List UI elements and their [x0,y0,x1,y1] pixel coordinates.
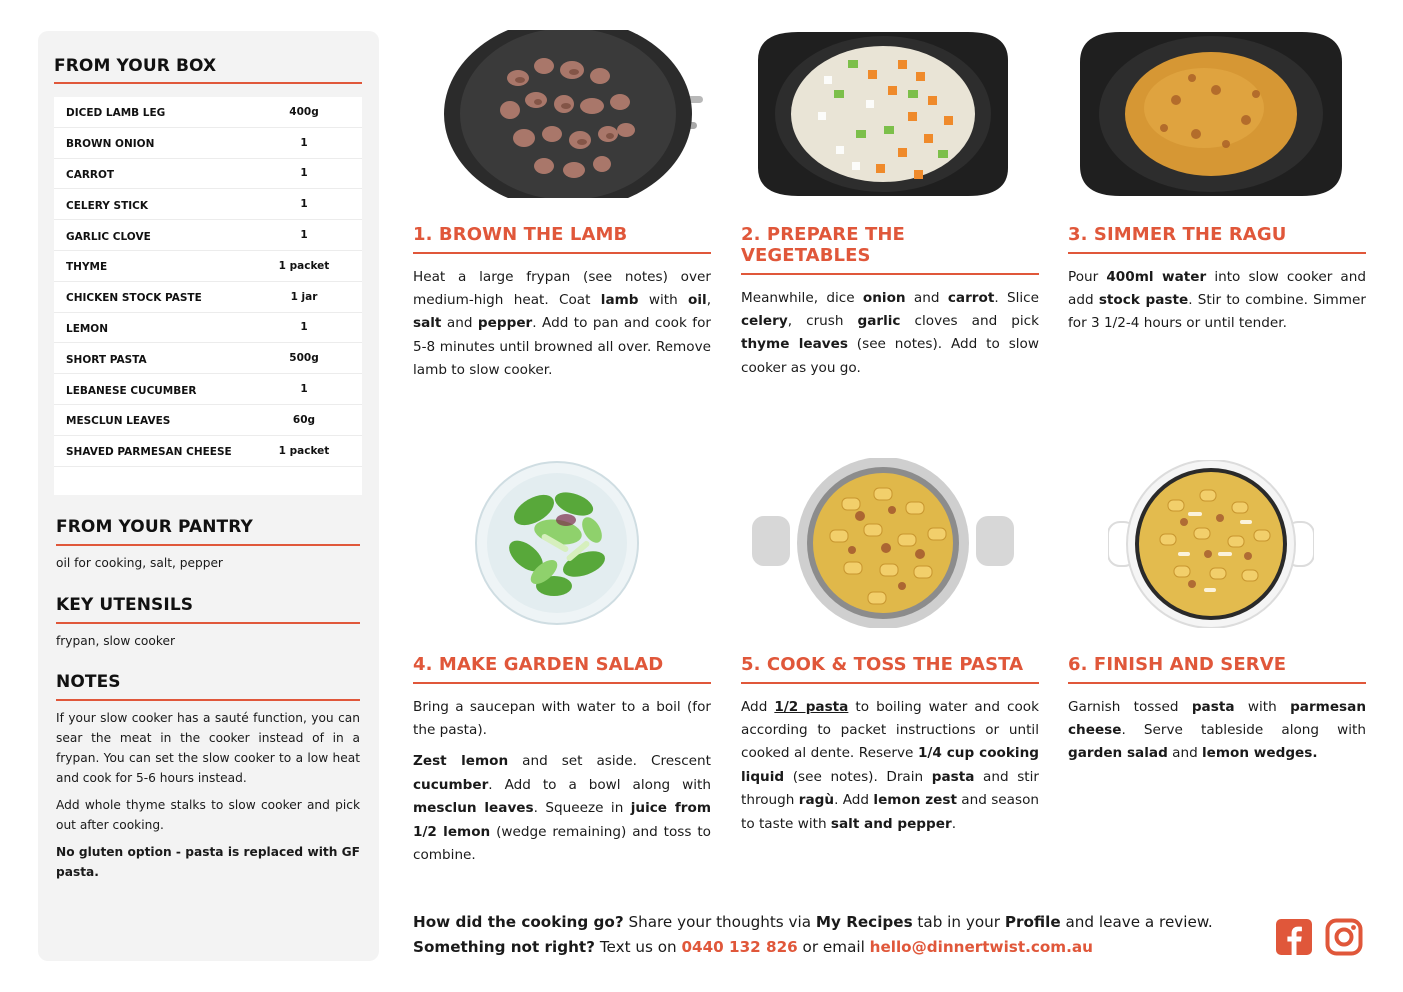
profile-link[interactable]: Profile [1004,913,1061,931]
notes-section [56,672,360,882]
ingredient-row [54,251,362,282]
garden-salad-bowl-image [474,460,640,626]
step-instructions: Garnish tossed pasta with parmesan cheese. Serve tableside along with garden salad and lemon wedges. [1068,698,1366,762]
ingredient-name: LEBANESE CUCUMBER [66,384,197,397]
utensils-section [56,595,360,651]
review-line: How did the cooking go? Share your thoughts via My Recipes tab in your Profile and leave a review. [413,913,1213,931]
ingredient-qty: 1 [300,167,308,180]
step-instructions: Meanwhile, dice onion and carrot. Slice celery, crush garlic cloves and pick thyme leaves (see notes). Add to slow cooker as you go. [741,289,1039,376]
utensils-text: frypan, slow cooker [56,633,175,648]
ingredient-name: GARLIC CLOVE [66,230,151,243]
ingredient-row [54,159,362,190]
step-4 [413,654,711,867]
step-5 [741,654,1039,836]
frypan-lamb-image [440,30,710,198]
ingredient-name: CELERY STICK [66,199,148,212]
slow-cooker-vegetables-image [748,30,1018,198]
step-title: 5. COOK & TOSS THE PASTA [741,654,1024,675]
pasta-pot-image [752,458,1014,628]
step-instructions: Pour 400ml water into slow cooker and add stock paste. Stir to combine. Simmer for 3 1/2-4 hours or until tender. [1068,268,1366,332]
step-divider [741,273,1039,275]
facebook-icon[interactable] [1275,918,1313,956]
phone-link[interactable]: 0440 132 826 [681,938,798,956]
ingredient-qty: 400g [289,105,319,118]
step-divider [413,252,711,254]
contact-line: Something not right? Text us on 0440 132 826 or email hello@dinnertwist.com.au [413,938,1093,956]
ingredient-qty: 1 [300,383,308,396]
ingredient-row [54,436,362,467]
notes-paragraph: If your slow cooker has a sauté function, you can sear the meat in the cooker instead of in a frypan. You can set the slow cooker to a low heat and cook for 5-6 hours instead. [56,710,360,785]
ingredient-qty: 500g [289,352,319,365]
heading-divider [56,699,360,701]
step-title: 2. PREPARE THE VEGETABLES [741,224,905,266]
step-divider [1068,252,1366,254]
heading-divider [56,622,360,624]
ingredient-row [54,189,362,220]
step-title: 3. SIMMER THE RAGU [1068,224,1287,245]
ingredient-name: DICED LAMB LEG [66,107,166,120]
ingredient-row [54,405,362,436]
ingredient-name: THYME [66,261,108,274]
my-recipes-link[interactable]: My Recipes [815,913,913,931]
key-utensils-heading: KEY UTENSILS [56,595,194,615]
heading-divider [56,544,360,546]
ingredient-name: SHAVED PARMESAN CHEESE [66,446,232,459]
from-your-box-heading: FROM YOUR BOX [54,56,217,76]
pantry-text: oil for cooking, salt, pepper [56,555,223,570]
step-3 [1068,224,1366,336]
ingredient-row [54,343,362,374]
ingredient-qty: 1 [300,321,308,334]
step-instructions: Heat a large frypan (see notes) over medium-high heat. Coat lamb with oil, salt and pepper. Add to pan and cook for 5-8 minutes until browned all over. Remove lamb to slow cooker. [413,268,712,379]
notes-heading: NOTES [56,672,121,692]
ingredient-name: BROWN ONION [66,138,155,151]
notes-gluten-option: No gluten option - pasta is replaced with GF pasta. [56,844,360,879]
pantry-section [56,517,360,573]
slow-cooker-ragu-image [1076,30,1346,198]
ingredient-qty: 1 [300,136,308,149]
ingredient-qty: 60g [292,413,316,426]
step-title: 1. BROWN THE LAMB [413,224,628,245]
step-title: 6. FINISH AND SERVE [1068,654,1287,675]
step-title: 4. MAKE GARDEN SALAD [413,654,664,675]
ingredient-row [54,128,362,159]
ingredient-qty: 1 [300,198,308,211]
step-divider [741,682,1039,684]
ingredient-row [54,374,362,405]
step-2 [741,224,1039,380]
step-divider [1068,682,1366,684]
finished-pasta-pot-image [1108,460,1314,628]
ingredient-row [54,282,362,313]
step-1 [413,224,711,383]
email-link[interactable]: hello@dinnertwist.com.au [869,938,1093,956]
ingredient-table [54,97,362,495]
ingredients-sidebar [38,31,379,961]
ingredient-qty: 1 packet [278,259,330,272]
instagram-icon[interactable] [1325,918,1363,956]
notes-paragraph: Add whole thyme stalks to slow cooker and pick out after cooking. [56,797,360,832]
ingredient-qty: 1 packet [278,444,330,457]
ingredient-name: MESCLUN LEAVES [66,415,171,428]
heading-divider [54,82,362,84]
ingredient-qty: 1 [300,229,308,242]
ingredient-name: CARROT [66,168,115,181]
ingredient-name: CHICKEN STOCK PASTE [66,292,202,305]
ingredient-row [54,97,362,128]
from-your-pantry-heading: FROM YOUR PANTRY [56,517,253,537]
ingredient-row [54,313,362,344]
ingredient-row [54,220,362,251]
step-divider [413,682,711,684]
step-instructions: Bring a saucepan with water to a boil (for the pasta). Zest lemon and set aside. Crescent cucumber. Add to a bowl along with mesclun leaves. Squeeze in juice from 1/2 lemon (wedge remaining) and toss to combine. [413,698,711,863]
ingredient-name: SHORT PASTA [66,353,147,366]
feedback-footer [413,910,1233,960]
step-6 [1068,654,1366,766]
ingredient-name: LEMON [66,322,109,335]
step-instructions: Add 1/2 pasta to boiling water and cook according to packet instructions or until cooked al dente. Reserve 1/4 cup cooking liquid (see notes). Drain pasta and stir through ragù. Add lemon zest and season to taste with salt and pepper. [741,698,1040,832]
ingredient-qty: 1 jar [290,290,318,303]
